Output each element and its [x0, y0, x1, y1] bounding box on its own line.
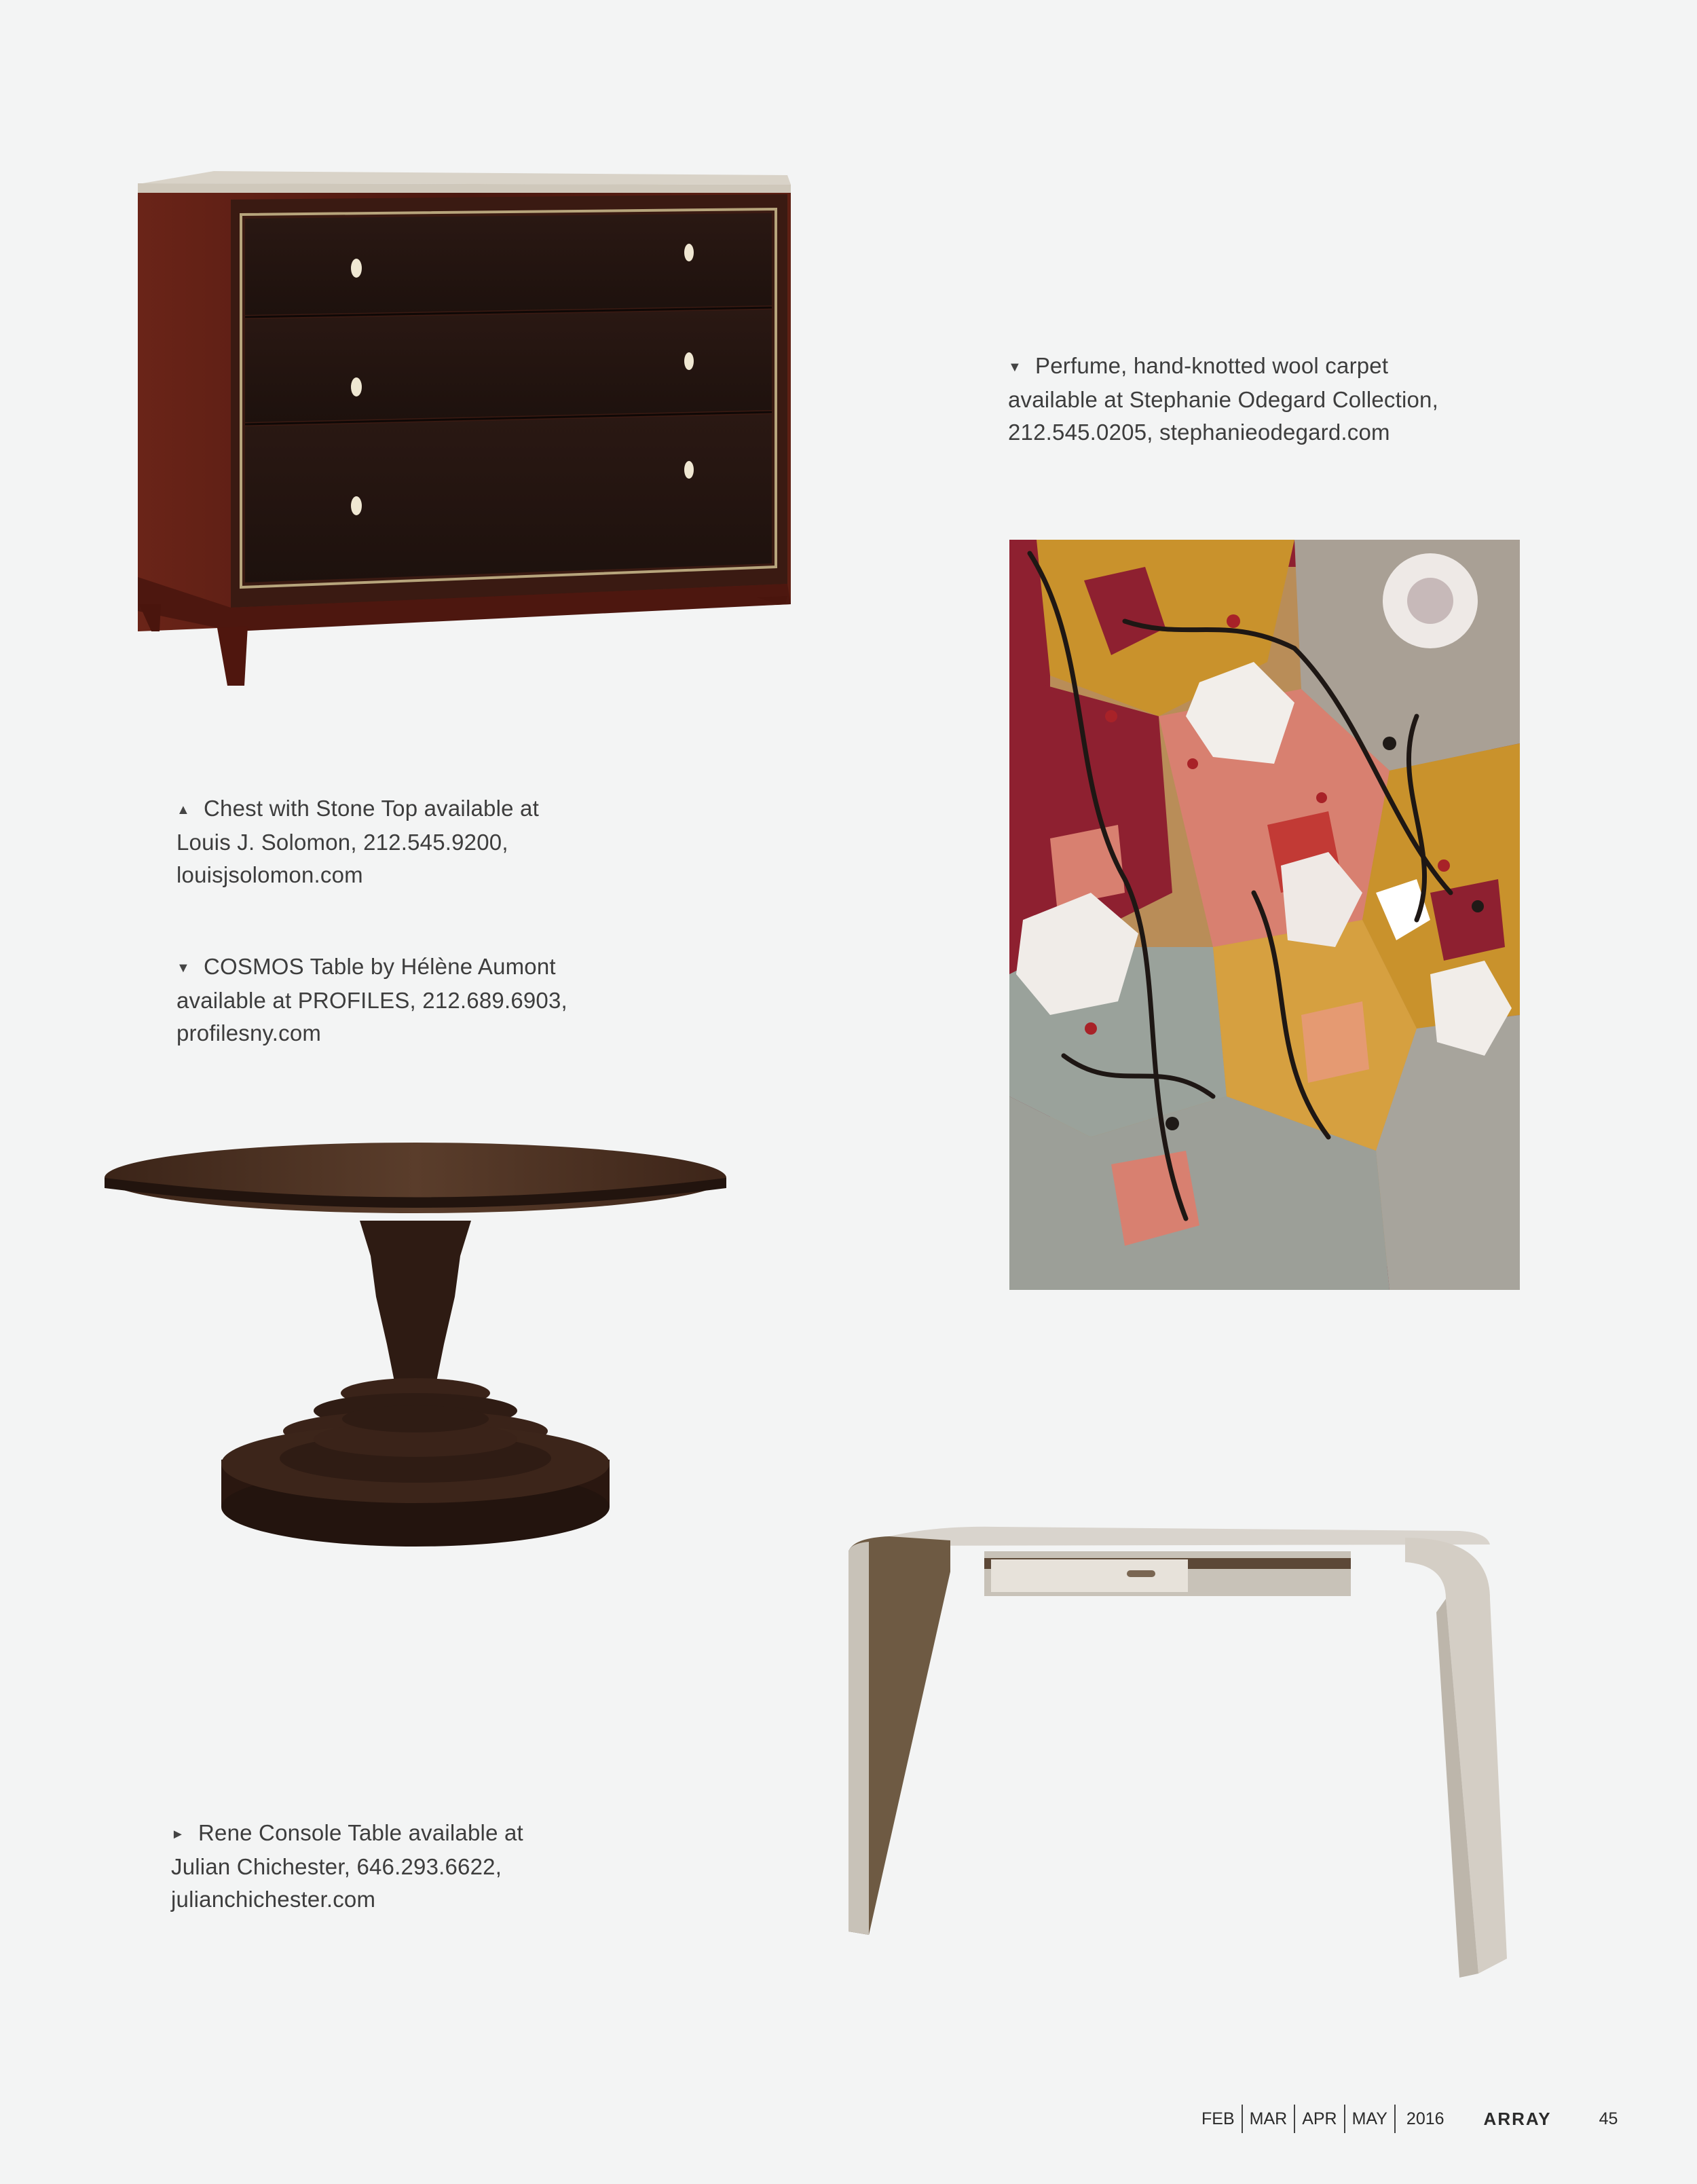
- issue-year: 2016: [1406, 2109, 1444, 2128]
- page-footer: [1195, 2105, 1618, 2133]
- chest-image: [132, 170, 798, 692]
- caption-rene: ► Rene Console Table available at Julian Chichester, 646.293.6622, julianchichester.com: [171, 1817, 523, 1916]
- cosmos-table-image: [102, 1141, 730, 1561]
- caption-cosmos: ▼ COSMOS Table by Hélène Aumont available at PROFILES, 212.689.6903, profilesny.com: [176, 950, 567, 1050]
- month-label: FEB: [1201, 2109, 1235, 2128]
- month-label: APR: [1302, 2109, 1337, 2128]
- rug-image: [1009, 540, 1520, 1290]
- magazine-name: ARRAY: [1483, 2108, 1552, 2129]
- page-number: 45: [1599, 2109, 1618, 2128]
- month-label: MAR: [1249, 2109, 1288, 2128]
- right-triangle-icon: ►: [171, 1827, 185, 1843]
- down-triangle-icon: ▼: [176, 961, 190, 976]
- caption-perfume: ▼ Perfume, hand-knotted wool carpet available at Stephanie Odegard Collection, 212.545.0205, stephanieodegard.com: [1008, 350, 1438, 449]
- console-table-image: [848, 1524, 1517, 1986]
- down-triangle-icon: ▼: [1008, 360, 1022, 375]
- caption-chest: ▲ Chest with Stone Top available at Louis J. Solomon, 212.545.9200, louisjsolomon.com: [176, 792, 539, 891]
- up-triangle-icon: ▲: [176, 802, 190, 818]
- month-label: MAY: [1351, 2109, 1387, 2128]
